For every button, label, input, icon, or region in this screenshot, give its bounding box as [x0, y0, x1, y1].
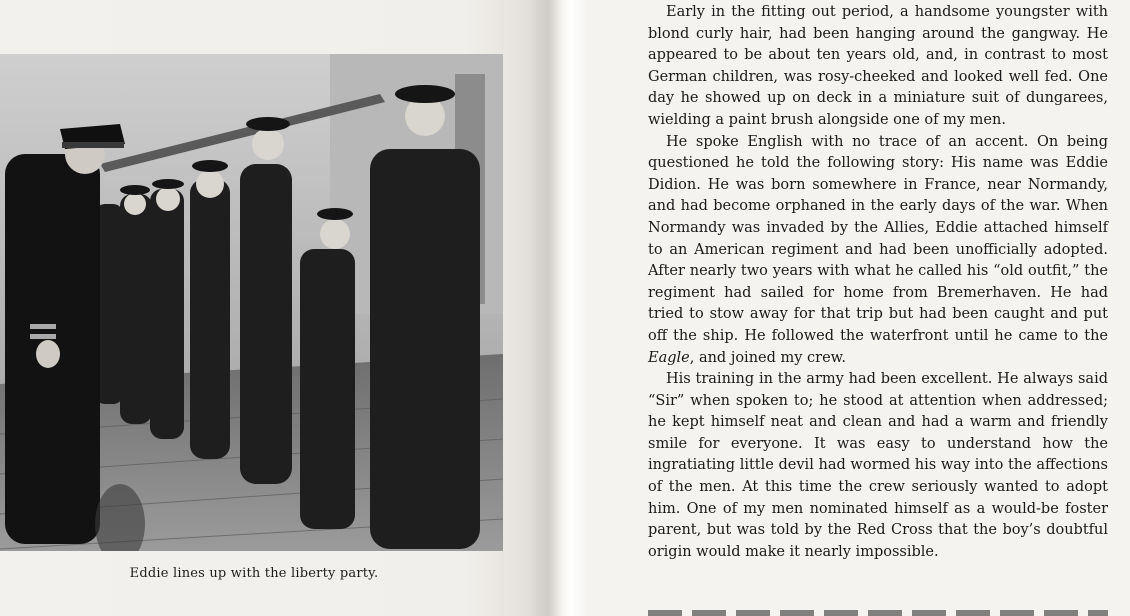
photograph	[0, 54, 503, 551]
paragraph-2-tail: , and joined my crew.	[689, 349, 846, 366]
photo-illustration	[0, 54, 503, 551]
photo-caption: Eddie lines up with the liberty party.	[129, 566, 379, 581]
cut-off-line	[648, 606, 1108, 616]
paragraph-1: Early in the fitting out period, a handsome youngster with blond curly hair, had been hanging around the gangway. He appeared to be about ten years old, and, in contrast to most German children, was rosy-cheeked and looked well fed. One day he showed up on deck in a miniature suit of dungarees, wielding a paint brush alongside one of my men.	[648, 4, 1108, 128]
book-gutter	[548, 0, 590, 616]
paragraph-2-text: He spoke English with no trace of an accent. On being questioned he told the following story: His name was Eddie Didion. He was born somewhere in France, near Normandy, and had become orphaned in the early days of the war. When Normandy was invaded by the Allies, Eddie attached himself to an American regiment and had been unofficially adopted. After nearly two years with what he called his “old outfit,” the regiment had sailed for home from Bremerhaven. He had tried to stow away for that trip but had been caught and put off the ship. He followed the waterfront until he came to the	[648, 133, 1108, 344]
paragraph-3: His training in the army had been excellent. He always said “Sir” when spoken to; he stood at attention when addressed; he kept himself neat and clean and had a warm and friendly smile for everyone. It was easy to understand how the ingratiating little devil had wormed his way into the affections of the men. At this time the crew seriously wanted to adopt him. One of my men nominated himself as a would-be foster parent, but was told by the Red Cross that the boy’s doubtful origin would make it nearly impossible.	[648, 371, 1108, 560]
body-text	[648, 0, 1108, 563]
ship-name: Eagle	[648, 349, 690, 366]
left-page	[0, 0, 548, 616]
paragraph-2	[648, 132, 1108, 370]
